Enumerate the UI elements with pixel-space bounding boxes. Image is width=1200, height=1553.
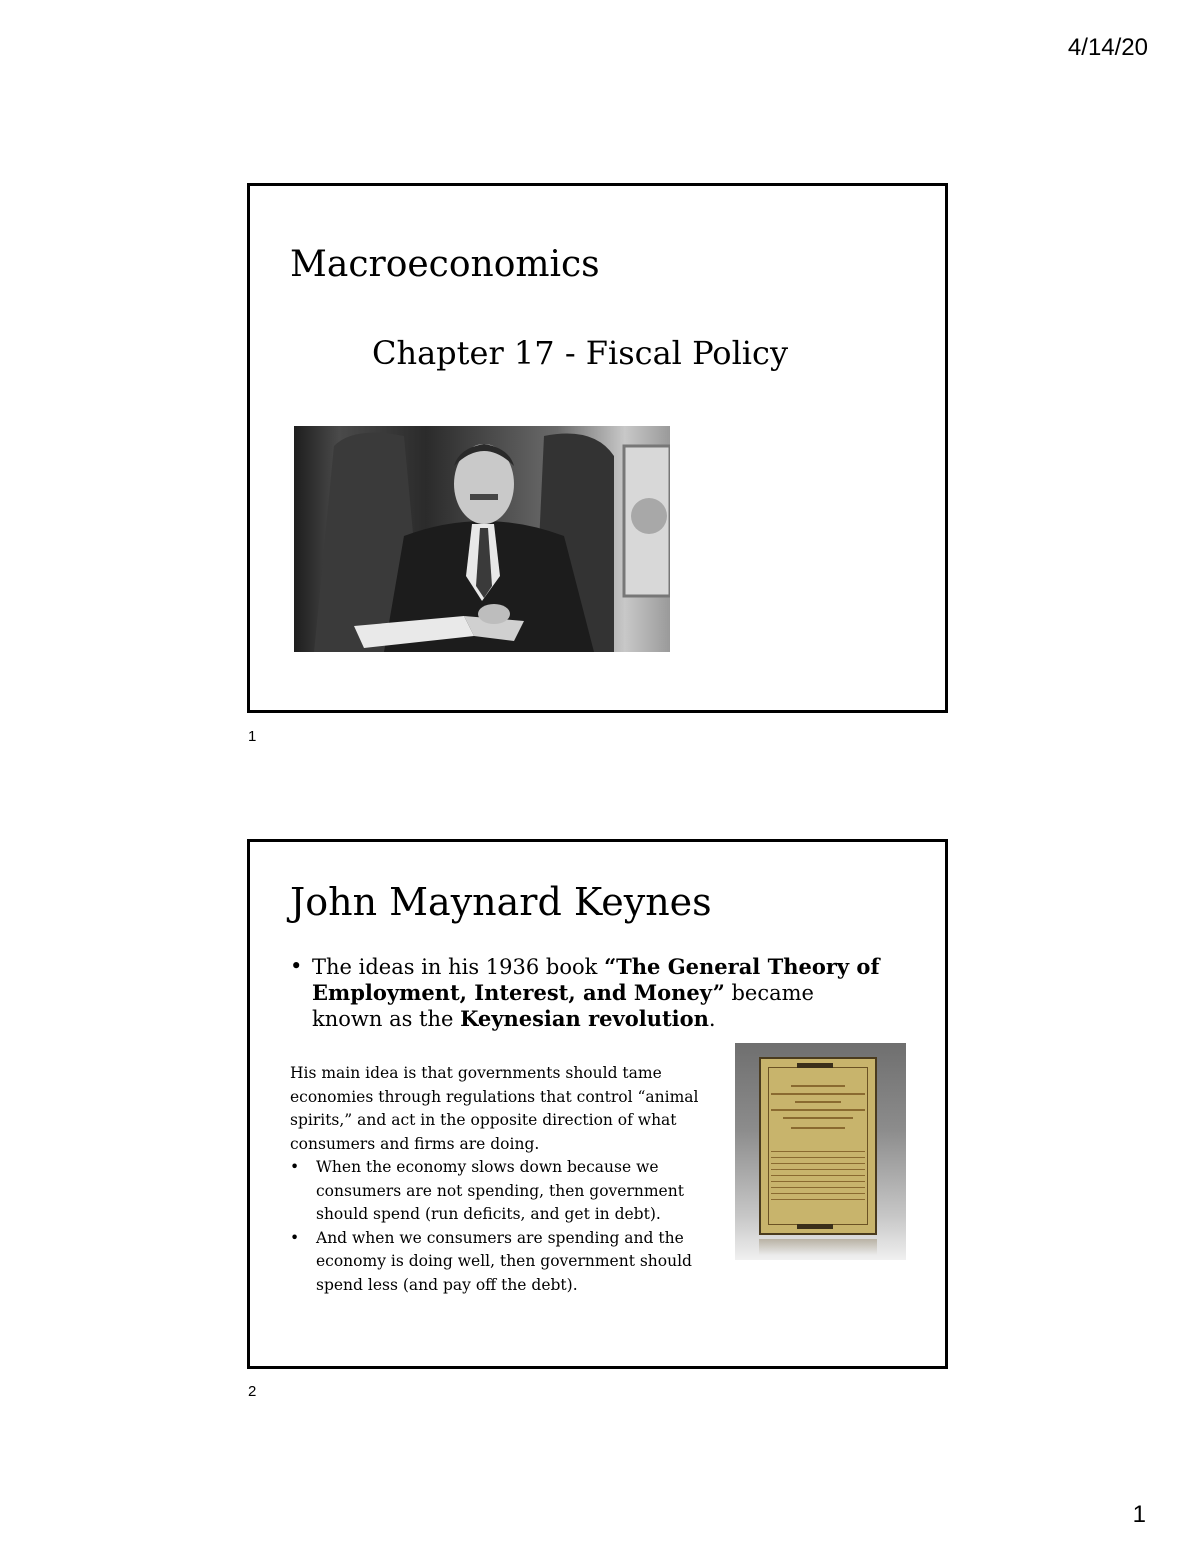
list-item xyxy=(290,1227,730,1298)
slide-1 xyxy=(247,183,948,713)
bullet-text-post: . xyxy=(708,1007,716,1031)
slide-2-body xyxy=(290,1062,730,1297)
slide-1-subtitle: Chapter 17 - Fiscal Policy xyxy=(372,334,789,372)
bullet-dot-icon: • xyxy=(290,954,303,978)
book-cover xyxy=(759,1057,877,1235)
portrait-illustration xyxy=(294,426,670,652)
bullet-dot-icon: • xyxy=(290,1158,300,1176)
list-item-text: When the economy slows down because we consumers are not spending, then government should spend (run deficits, and get in debt). xyxy=(316,1158,684,1223)
policy-list xyxy=(290,1156,730,1297)
bullet-text-pre: The ideas in his 1936 book xyxy=(312,955,605,979)
keynesian-revolution-term: Keynesian revolution xyxy=(460,1006,709,1031)
bullet-text-mid: became known as the xyxy=(312,981,814,1031)
header-date: 4/14/20 xyxy=(1067,34,1148,61)
main-idea-paragraph: His main idea is that governments should tame economies through regulations that control “animal spirits,” and act in the opposite direction of what consumers and firms are doing. xyxy=(290,1064,699,1153)
list-item xyxy=(290,1156,730,1227)
slide-1-number: 1 xyxy=(248,728,257,745)
slide-1-title: Macroeconomics xyxy=(290,244,600,285)
page-number: 1 xyxy=(1132,1501,1146,1528)
keynes-portrait-photo xyxy=(294,426,670,652)
list-item-text: And when we consumers are spending and the economy is doing well, then government should spend less (and pay off the debt). xyxy=(316,1228,692,1294)
slide-2-number: 2 xyxy=(248,1383,257,1400)
slide-2-main-bullet xyxy=(290,954,890,1032)
slide-2 xyxy=(247,839,948,1369)
bullet-dot-icon: • xyxy=(290,1228,300,1247)
main-bullet-text xyxy=(312,954,890,1032)
general-theory-book-photo xyxy=(735,1043,906,1260)
book-title: “The General Theory of Employment, Interest, and Money” xyxy=(312,954,880,1005)
slide-2-title: John Maynard Keynes xyxy=(290,880,712,924)
